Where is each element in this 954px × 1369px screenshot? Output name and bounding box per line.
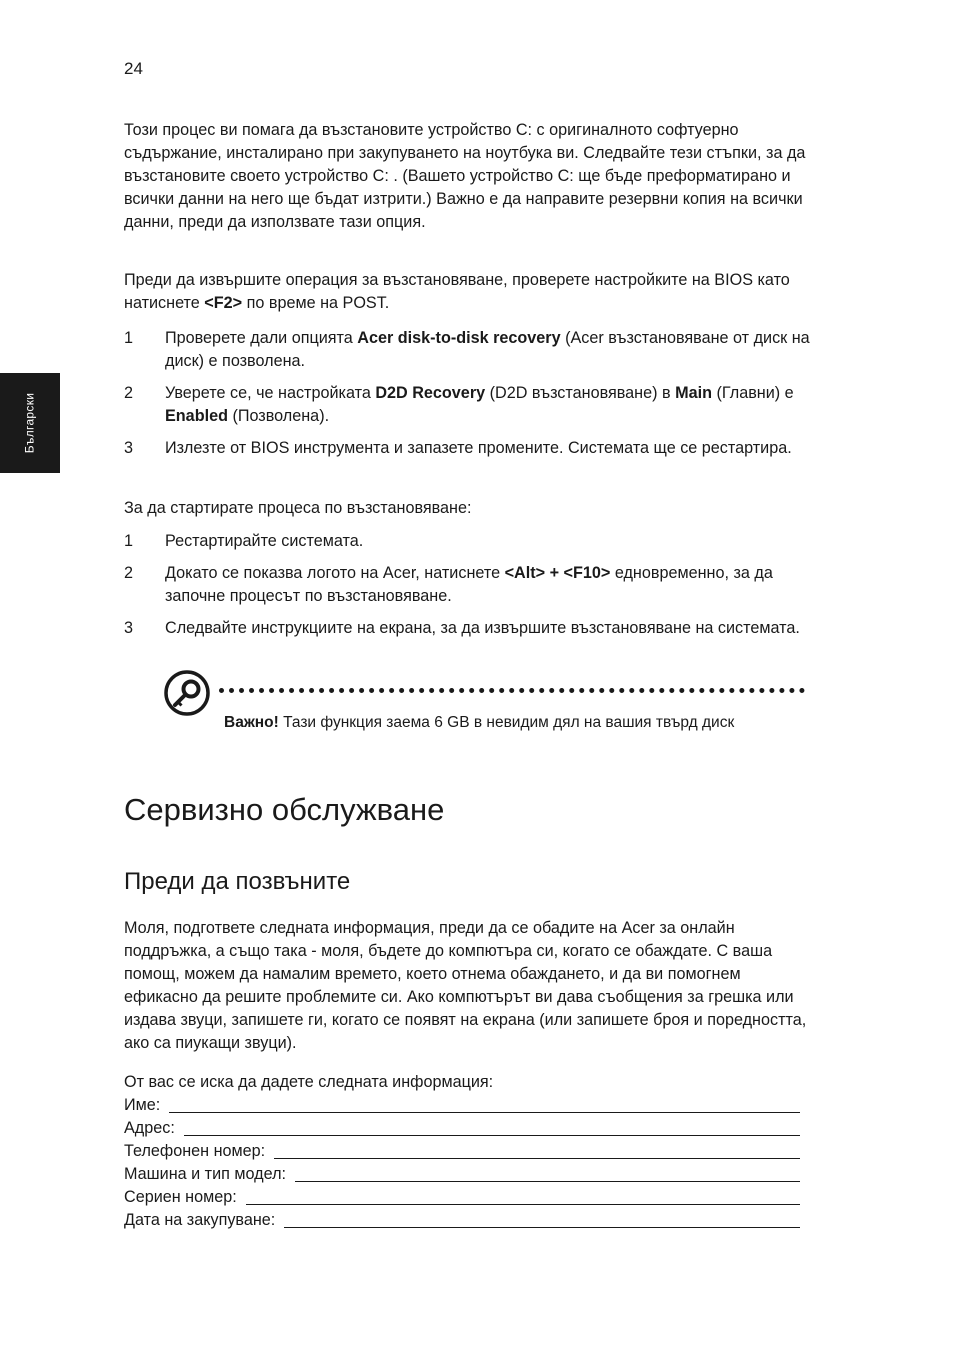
subsection-heading: Преди да позвъните bbox=[124, 868, 351, 895]
step-number: 2 bbox=[124, 564, 134, 582]
form-field-model[interactable] bbox=[124, 1163, 800, 1186]
note-body: Тази функция заема 6 GB в невидим дял на вашия твърд диск bbox=[278, 714, 735, 731]
step-text: Уверете се, че настройката D2D Recovery (D2D възстановяване) в Main (Главни) е Enabled (Позволена). bbox=[165, 384, 794, 425]
bios-text-a: Преди да извършите операция за възстановяване, проверете настройките на BIOS като натиснете bbox=[124, 271, 790, 312]
bios-paragraph bbox=[124, 269, 814, 315]
field-line bbox=[274, 1158, 800, 1159]
field-label: Име: bbox=[124, 1096, 161, 1114]
step-text: Рестартирайте системата. bbox=[165, 532, 364, 550]
field-label: Телефонен номер: bbox=[124, 1142, 266, 1160]
start-intro: За да стартирате процеса по възстановяване: bbox=[124, 499, 472, 517]
step-text: Следвайте инструкциите на екрана, за да извършите възстановяване на системата. bbox=[165, 619, 800, 637]
step-number: 1 bbox=[124, 329, 134, 347]
form-field-serial[interactable] bbox=[124, 1186, 800, 1209]
step-number: 3 bbox=[124, 439, 134, 457]
step-number: 2 bbox=[124, 384, 134, 402]
language-side-tab bbox=[0, 373, 60, 473]
form-field-phone[interactable] bbox=[124, 1140, 800, 1163]
before-call-paragraph: Моля, подгответе следната информация, преди да се обадите на Acer за онлайн поддръжка, а също така - моля, бъдете до компютъра си, когато се обаждате. С ваша помощ, можем да намалим времето, което отнема обаждането, и да ви помогнем ефикасно да решите проблемите си. Ако компютърът ви дава съобщения за грешка или издава звуци, запишете ги, когато се появят на екрана (или запишете броя и поредността, ако са пиукащи звуци). bbox=[124, 919, 807, 1052]
field-label: Дата на закупуване: bbox=[124, 1211, 276, 1229]
field-line bbox=[284, 1227, 800, 1228]
section-heading: Сервизно обслужване bbox=[124, 792, 445, 827]
intro-paragraph: Този процес ви помага да възстановите устройство C: с оригиналното софтуерно съдържание, инсталирано при закупуването на ноутбука ви. Следвайте тези стъпки, за да възстановите своето устройство C: . (Вашето устройство C: ще бъде преформатирано и всички данни на него ще бъдат изтрити.) Важно е да направите резервни копия на всички данни, преди да използвате тази опция. bbox=[124, 121, 806, 231]
field-label: Машина и тип модел: bbox=[124, 1165, 287, 1183]
language-tab-label: Български bbox=[22, 392, 37, 454]
field-line bbox=[184, 1135, 800, 1136]
step-number: 3 bbox=[124, 619, 134, 637]
field-label: Адрес: bbox=[124, 1119, 175, 1137]
form-intro: От вас се иска да дадете следната информация: bbox=[124, 1073, 494, 1091]
field-line bbox=[246, 1204, 800, 1205]
page-number: 24 bbox=[124, 59, 143, 78]
important-note bbox=[224, 711, 784, 735]
step-number: 1 bbox=[124, 532, 134, 550]
field-label: Сериен номер: bbox=[124, 1188, 237, 1206]
step-text: Докато се показва логото на Acer, натиснете <Alt> + <F10> едновременно, за да започне процесът по възстановяване. bbox=[165, 564, 773, 605]
f2-key: <F2> bbox=[204, 294, 243, 312]
form-field-purchase-date[interactable] bbox=[124, 1209, 800, 1232]
form-field-address[interactable] bbox=[124, 1117, 800, 1140]
note-divider bbox=[219, 688, 805, 693]
note-label: Важно! bbox=[224, 714, 279, 731]
field-line bbox=[169, 1112, 800, 1113]
step-text: Проверете дали опцията Acer disk-to-disk recovery (Acer възстановяване от диск на диск) е позволена. bbox=[165, 329, 810, 370]
key-icon bbox=[164, 670, 210, 716]
bios-text-c: по време на POST. bbox=[242, 294, 390, 312]
step-text: Излезте от BIOS инструмента и запазете промените. Системата ще се рестартира. bbox=[165, 439, 792, 457]
form-field-name[interactable] bbox=[124, 1094, 800, 1117]
field-line bbox=[295, 1181, 800, 1182]
